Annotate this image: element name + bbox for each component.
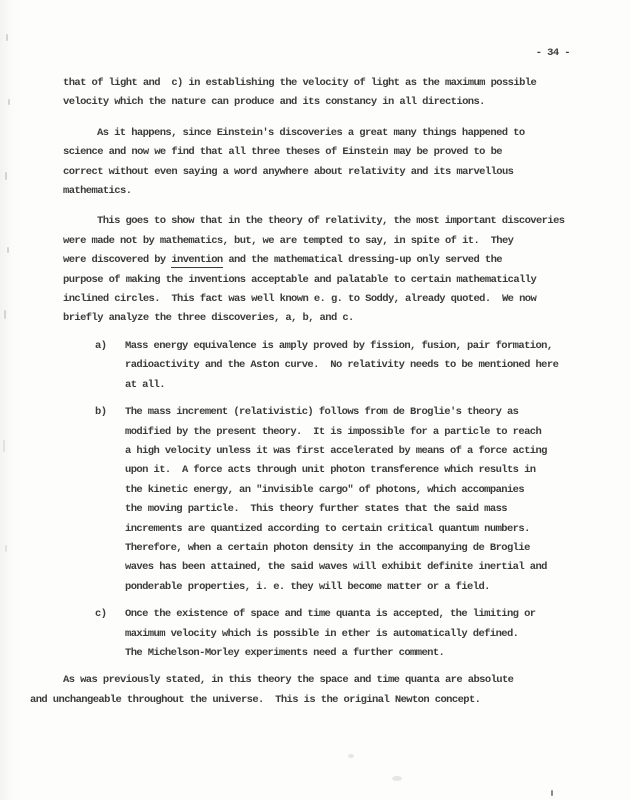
- underlined-word: invention: [171, 254, 223, 267]
- list-marker-c: c): [95, 608, 107, 621]
- list-item-c: [63, 605, 594, 663]
- text-line: a high velocity unless it was first accelerated by means of a force acting: [125, 444, 547, 457]
- text-line: briefly analyze the three discoveries, a, b, and c.: [63, 312, 354, 325]
- scan-artifact: [5, 172, 7, 180]
- scan-artifact: [3, 440, 5, 452]
- list-item-a: [63, 337, 594, 395]
- text-line: The mass increment (relativistic) follows from de Broglie's theory as: [125, 406, 519, 419]
- scan-artifact: [4, 310, 6, 319]
- text-line: increments are quantized according to certain critical quantum numbers.: [125, 522, 530, 535]
- scan-artifact: [7, 247, 9, 253]
- text-line: As it happens, since Einstein's discoveries a great many things happened to: [97, 126, 525, 139]
- text-segment: were discovered by: [63, 254, 172, 267]
- text-line: mathematics.: [63, 185, 132, 198]
- scan-artifact: [8, 99, 10, 105]
- text-line: velocity which the nature can produce and its constancy in all directions.: [63, 96, 485, 109]
- scan-artifact: [551, 790, 553, 796]
- text-line: were made not by mathematics, but, we are tempted to say, in spite of it. They: [63, 234, 514, 247]
- text-line: at all.: [125, 378, 165, 391]
- list-item-c-text: [125, 605, 594, 663]
- text-line: the kinetic energy, an "invisible cargo" of photons, which accompanies: [125, 483, 525, 496]
- text-line: and unchangeable throughout the universe. This is the original Newton concept.: [30, 693, 481, 706]
- page-number: - 34 -: [535, 47, 570, 59]
- scan-artifact: [6, 34, 8, 41]
- text-line: correct without even saying a word anywhere about relativity and its marvellous: [63, 165, 514, 178]
- paragraph-closing: [30, 671, 594, 710]
- text-line: Once the existence of space and time quanta is accepted, the limiting or: [125, 608, 536, 621]
- scan-artifact: [348, 754, 354, 758]
- scan-artifact: [392, 776, 402, 781]
- text-line: Therefore, when a certain photon density in the accompanying de Broglie: [125, 541, 530, 554]
- text-line: Mass energy equivalence is amply proved by fission, fusion, pair formation,: [125, 339, 553, 352]
- text-line: that of light and c) in establishing the velocity of light as the maximum possible: [63, 77, 537, 89]
- text-line: maximum velocity which is possible in ether is automatically defined.: [125, 627, 519, 640]
- text-line: This goes to show that in the theory of relativity, the most important discoveries: [97, 215, 565, 228]
- text-line: As was previously stated, in this theory the space and time quanta are absolute: [63, 674, 514, 687]
- text-line: purpose of making the inventions acceptable and palatable to certain mathematically: [63, 273, 537, 286]
- text-line: modified by the present theory. It is impossible for a particle to reach: [125, 425, 542, 438]
- text-line: waves has been attained, the said waves will exhibit definite inertial and: [125, 561, 547, 574]
- list-marker-a: a): [95, 339, 107, 352]
- text-line: science and now we find that all three theses of Einstein may be proved to be: [63, 146, 502, 159]
- list-item-a-text: [125, 337, 594, 395]
- list-marker-b: b): [95, 406, 107, 419]
- list-item-b: [63, 403, 594, 597]
- paragraph-einstein-discoveries: [63, 124, 594, 202]
- paragraph-continuation: [63, 74, 594, 113]
- list-item-b-text: [125, 403, 594, 597]
- page-content: [30, 74, 594, 710]
- scan-artifact: [5, 545, 7, 552]
- text-line: The Michelson-Morley experiments need a further comment.: [125, 646, 445, 659]
- text-line: ponderable properties, i. e. they will become matter or a field.: [125, 580, 490, 593]
- paragraph-invention: [63, 212, 594, 328]
- text-line: upon it. A force acts through unit photon transference which results in: [125, 464, 536, 477]
- text-segment: and the mathematical dressing-up only served the: [222, 254, 502, 267]
- text-line-with-underline: [63, 251, 594, 270]
- text-line: radioactivity and the Aston curve. No relativity needs to be mentioned here: [125, 359, 559, 372]
- text-line: the moving particle. This theory further states that the said mass: [125, 503, 507, 516]
- text-line: inclined circles. This fact was well known e. g. to Soddy, already quoted. We now: [63, 293, 537, 306]
